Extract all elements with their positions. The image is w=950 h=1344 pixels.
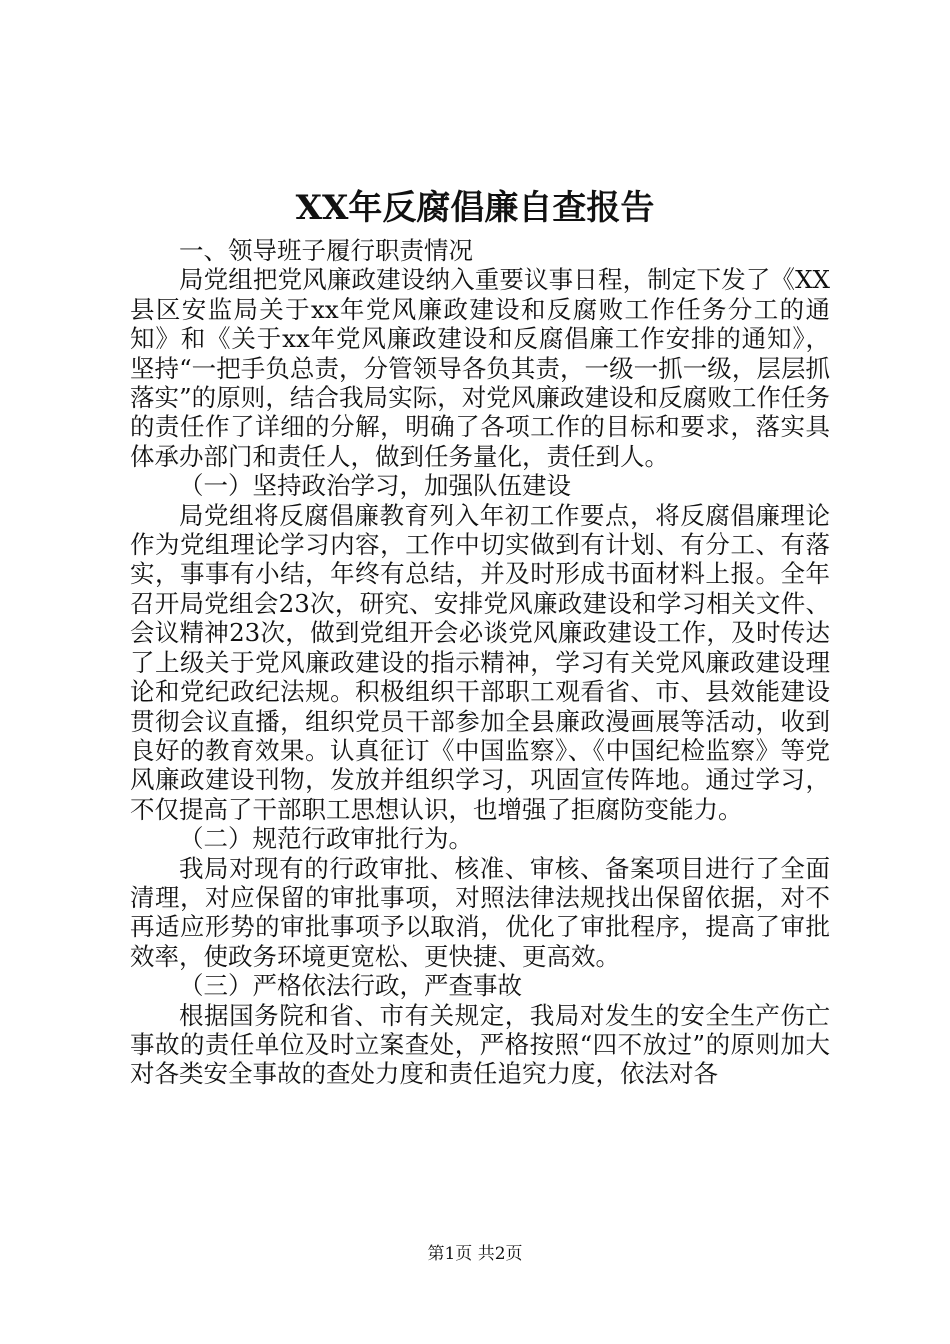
subsection-heading: （二）规范行政审批行为。 (179, 824, 473, 854)
body-paragraph: 我局对现有的行政审批、核准、审核、备案项目进行了全面清理，对应保留的审批事项，对照法律法规找出保留依据，对不再适应形势的审批事项予以取消，优化了审批程序，提高了审批效率，使政务环境更宽松、更快捷、更高效。 (130, 853, 830, 971)
body-paragraph: 局党组把党风廉政建设纳入重要议事日程，制定下发了《XX县区安监局关于xx年党风廉政建设和反腐败工作任务分工的通知》和《关于xx年党风廉政建设和反腐倡廉工作安排的通知》，坚持“一把手负总责，分管领导各负其责，一级一抓一级，层层抓落实”的原则，结合我局实际，对党风廉政建设和反腐败工作任务的责任作了详细的分解，明确了各项工作的目标和要求，落实具体承办部门和责任人，做到任务量化，责任到人。 (130, 265, 830, 471)
subsection-heading: （三）严格依法行政，严查事故 (179, 971, 522, 1001)
document-body (130, 236, 830, 1089)
section-heading: 一、领导班子履行职责情况 (179, 236, 473, 265)
body-paragraph: 根据国务院和省、市有关规定，我局对发生的安全生产伤亡事故的责任单位及时立案查处，严格按照“四不放过”的原则加大对各类安全事故的查处力度和责任追究力度，依法对各 (130, 1000, 830, 1089)
subsection-heading: （一）坚持政治学习，加强队伍建设 (179, 471, 571, 501)
page-footer: 第1页 共2页 (427, 1244, 523, 1264)
document-title: XX年反腐倡廉自查报告 (295, 188, 655, 228)
body-paragraph: 局党组将反腐倡廉教育列入年初工作要点，将反腐倡廉理论作为党组理论学习内容，工作中切实做到有计划、有分工、有落实，事事有小结，年终有总结，并及时形成书面材料上报。全年召开局党组会23次，研究、安排党风廉政建设和学习相关文件、会议精神23次，做到党组开会必谈党风廉政建设工作，及时传达了上级关于党风廉政建设的指示精神，学习有关党风廉政建设理论和党纪政纪法规。积极组织干部职工观看省、市、县效能建设贯彻会议直播，组织党员干部参加全县廉政漫画展等活动，收到良好的教育效果。认真征订《中国监察》、《中国纪检监察》等党风廉政建设刊物，发放并组织学习，巩固宣传阵地。通过学习，不仅提高了干部职工思想认识，也增强了拒腐防变能力。 (130, 500, 830, 824)
